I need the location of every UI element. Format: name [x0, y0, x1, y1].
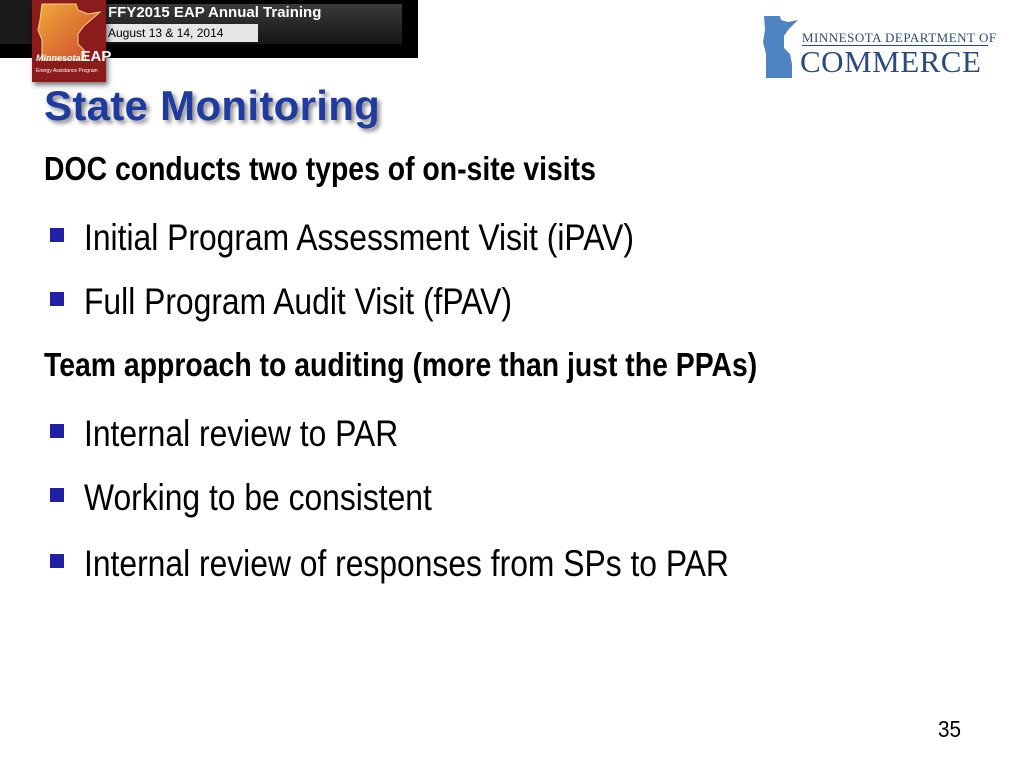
- square-bullet-icon: [50, 424, 64, 438]
- square-bullet-icon: [50, 228, 64, 242]
- commerce-logo-line1: MINNESOTA DEPARTMENT OF: [802, 30, 997, 45]
- banner-title: FFY2015 EAP Annual Training: [108, 4, 322, 21]
- banner-accent: [0, 0, 34, 44]
- commerce-logo-line2: COMMERCE: [800, 44, 982, 79]
- eap-logo-text: [36, 48, 111, 66]
- eap-logo-state: Minnesota: [36, 53, 81, 63]
- section-heading-1: DOC conducts two types of on-site visits: [44, 150, 596, 187]
- banner-date: August 13 & 14, 2014: [106, 24, 258, 42]
- square-bullet-icon: [50, 488, 64, 502]
- eap-logo-tagline: Energy Assistance Program: [36, 68, 98, 74]
- commerce-logo: [762, 14, 997, 80]
- square-bullet-icon: [50, 554, 64, 568]
- bullet-text: Full Program Audit Visit (fPAV): [84, 281, 512, 322]
- section-heading-2: Team approach to auditing (more than just the PPAs): [44, 346, 758, 383]
- page-number: 35: [938, 716, 962, 742]
- eap-logo: [32, 0, 112, 82]
- bullet-text: Internal review of responses from SPs to PAR: [84, 543, 729, 584]
- bullet-text: Initial Program Assessment Visit (iPAV): [84, 217, 634, 258]
- eap-logo-program: EAP: [80, 48, 112, 65]
- minnesota-state-icon: [762, 14, 802, 80]
- bullet-text: Internal review to PAR: [84, 413, 399, 454]
- bullet-text: Working to be consistent: [84, 477, 432, 518]
- square-bullet-icon: [50, 292, 64, 306]
- slide-title: State Monitoring: [44, 82, 381, 129]
